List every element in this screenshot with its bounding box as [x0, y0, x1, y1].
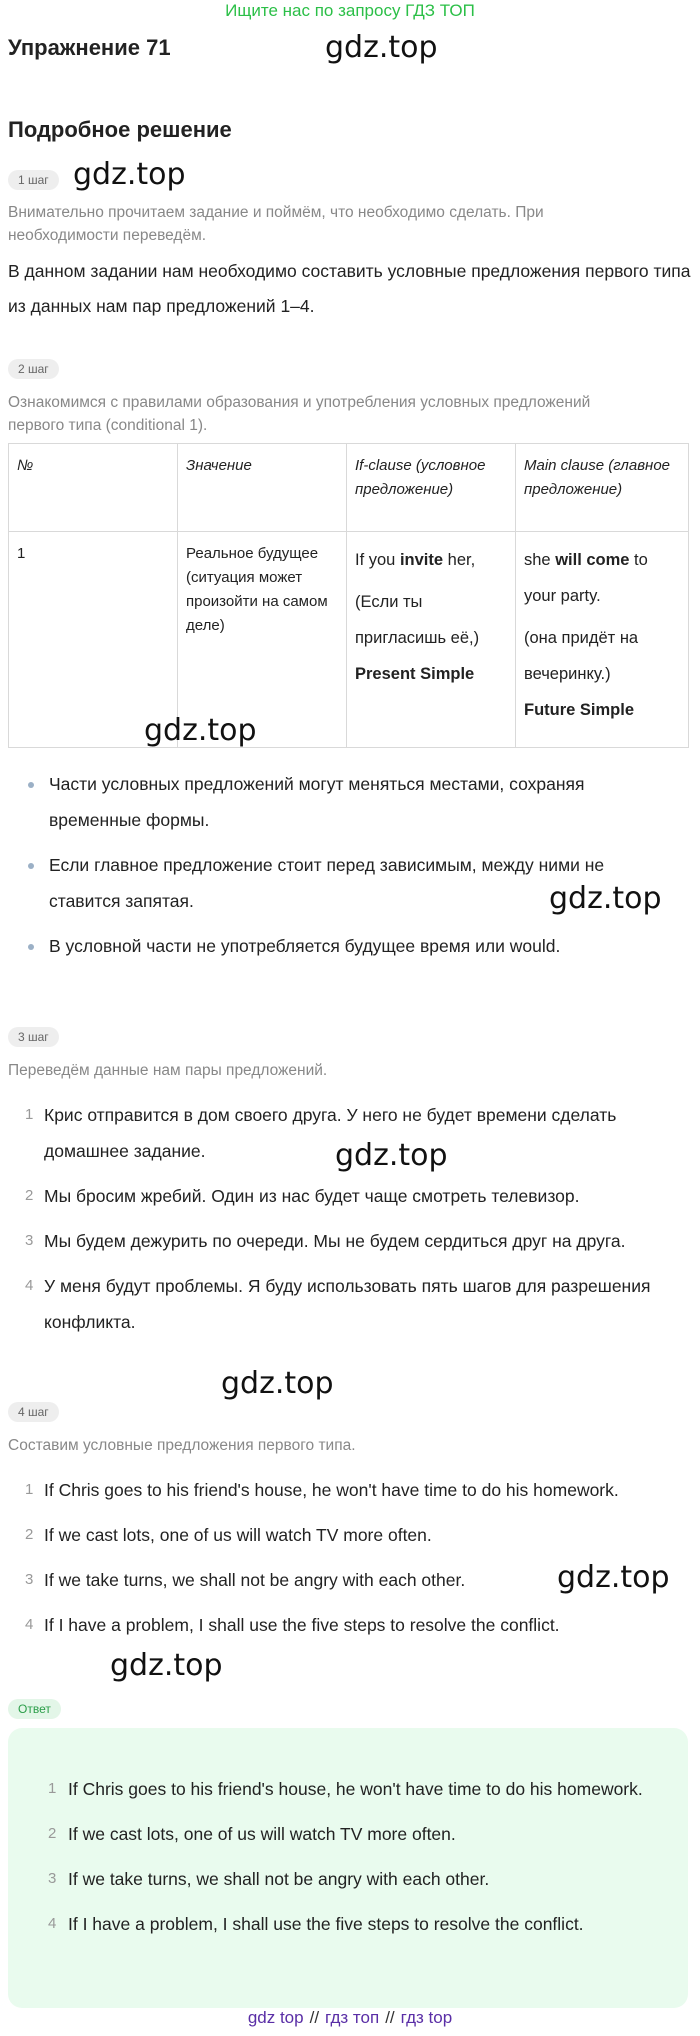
- if-example: If you invite her,: [355, 551, 476, 569]
- rules-list: [8, 766, 668, 973]
- header-main-clause: Main clause (главное предложение): [516, 444, 689, 532]
- footer-separator: //: [385, 2008, 395, 2027]
- row-meaning: Реальное будущее (ситуация может произойти на самом деле): [178, 532, 347, 748]
- row-if-clause: [347, 532, 516, 748]
- page-title: Упражнение 71: [8, 35, 171, 60]
- step-badge-1: 1 шаг: [8, 170, 59, 190]
- step3-hint: Переведём данные нам пары предложений.: [8, 1062, 328, 1079]
- watermark: gdz.top: [557, 1560, 670, 1595]
- row-number: 1: [9, 532, 178, 748]
- list-item: 3 Мы будем дежурить по очереди. Мы не будем сердиться друг на друга.: [25, 1231, 626, 1251]
- watermark: gdz.top: [325, 30, 438, 65]
- list-item: 2 If we cast lots, one of us will watch TV more often.: [25, 1525, 432, 1545]
- list-item: 4 If I have a problem, I shall use the five steps to resolve the conflict.: [25, 1615, 560, 1635]
- header-number: №: [9, 444, 178, 532]
- step-badge-2: 2 шаг: [8, 359, 59, 379]
- list-item: 1 If Chris goes to his friend's house, he won't have time to do his homework.: [48, 1779, 643, 1799]
- header-if-clause: If-clause (условное предложение): [347, 444, 516, 532]
- watermark: gdz.top: [221, 1366, 334, 1401]
- step2-hint: Ознакомимся с правилами образования и употребления условных предложений первого типа (conditional 1).: [8, 394, 591, 434]
- list-item: 4 If I have a problem, I shall use the five steps to resolve the conflict.: [48, 1914, 584, 1934]
- step-badge-4: 4 шаг: [8, 1402, 59, 1422]
- search-banner[interactable]: Ищите нас по запросу ГДЗ ТОП: [225, 1, 475, 20]
- footer-links: [0, 2008, 700, 2028]
- step1-text: В данном задании нам необходимо составить условные предложения первого типа из данных нам пар предложений 1–4.: [8, 261, 691, 316]
- step4-hint: Составим условные предложения первого типа.: [8, 1437, 356, 1454]
- main-example: she will come to your party.: [524, 551, 648, 605]
- step1-hint: Внимательно прочитаем задание и поймём, что необходимо сделать. При необходимости переведём.: [8, 204, 544, 244]
- footer-link[interactable]: gdz top: [247, 2008, 304, 2027]
- list-item: 4 У меня будут проблемы. Я буду использовать пять шагов для разрешения конфликта.: [25, 1276, 651, 1332]
- if-tense: Present Simple: [355, 665, 475, 683]
- table-header-row: [9, 444, 689, 532]
- list-item: Части условных предложений могут меняться местами, сохраняя временные формы.: [8, 766, 668, 838]
- row-main-clause: [516, 532, 689, 748]
- list-item: 1 If Chris goes to his friend's house, he won't have time to do his homework.: [25, 1480, 619, 1500]
- section-title: Подробное решение: [8, 117, 232, 142]
- translation-list: [8, 1097, 678, 1349]
- watermark: gdz.top: [73, 157, 186, 192]
- list-item: В условной части не употребляется будущее время или would.: [8, 928, 668, 964]
- list-item: 3 If we take turns, we shall not be angry with each other.: [25, 1570, 466, 1590]
- list-item: 2 If we cast lots, one of us will watch TV more often.: [48, 1824, 456, 1844]
- footer-link[interactable]: гдз топ: [325, 2008, 380, 2027]
- main-translation: (она придёт на вечеринку.): [524, 629, 639, 683]
- answer-badge: Ответ: [8, 1699, 61, 1719]
- watermark: gdz.top: [110, 1648, 223, 1683]
- list-item: Если главное предложение стоит перед зависимым, между ними не ставится запятая.: [8, 847, 668, 919]
- if-translation: (Если ты пригласишь её,): [355, 593, 480, 647]
- main-tense: Future Simple: [524, 701, 635, 719]
- header-meaning: Значение: [178, 444, 347, 532]
- table-row: [9, 532, 689, 748]
- answer-list: [8, 1771, 648, 1951]
- footer-separator: //: [309, 2008, 320, 2027]
- step-badge-3: 3 шаг: [8, 1027, 59, 1047]
- watermark: gdz.top: [144, 713, 257, 748]
- watermark: gdz.top: [549, 881, 662, 916]
- answer-box: [8, 1728, 688, 2008]
- list-item: 3 If we take turns, we shall not be angry with each other.: [48, 1869, 490, 1889]
- watermark: gdz.top: [335, 1138, 448, 1173]
- list-item: 1 Крис отправится в дом своего друга. У него не будет времени сделать домашнее задание.: [25, 1105, 617, 1161]
- rules-table: [8, 443, 689, 748]
- list-item: 2 Мы бросим жребий. Один из нас будет чаще смотреть телевизор.: [25, 1186, 580, 1206]
- footer-link[interactable]: гдз top: [400, 2008, 453, 2027]
